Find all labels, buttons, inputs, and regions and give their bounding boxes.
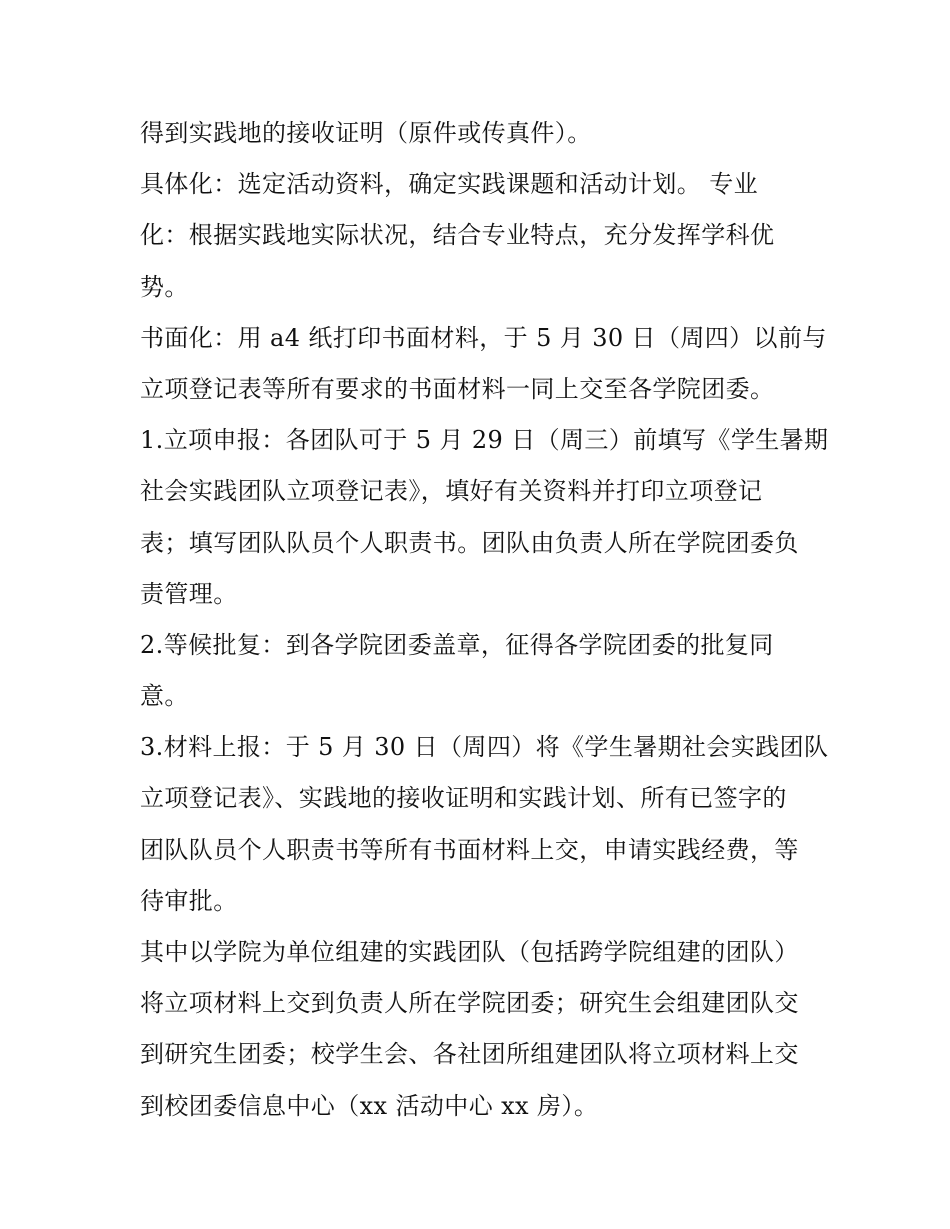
text-line: 3.材料上报：于 5 月 30 日（周四）将《学生暑期社会实践团队	[140, 733, 829, 762]
text-line: 表；填写团队队员个人职责书。团队由负责人所在学院团委负	[140, 528, 799, 557]
text-line: 化：根据实践地实际状况，结合专业特点，充分发挥学科优	[140, 221, 775, 250]
text-line: 责管理。	[140, 579, 238, 608]
text-line: 到校团委信息中心（xx 活动中心 xx 房）。	[140, 1091, 599, 1120]
text-line: 立项登记表等所有要求的书面材料一同上交至各学院团委。	[140, 374, 775, 403]
text-line: 具体化：选定活动资料，确定实践课题和活动计划。 专业	[140, 170, 759, 199]
text-line: 社会实践团队立项登记表》，填好有关资料并打印立项登记	[140, 477, 763, 506]
text-line: 1.立项申报：各团队可于 5 月 29 日（周三）前填写《学生暑期	[140, 426, 829, 455]
text-line: 将立项材料上交到负责人所在学院团委；研究生会组建团队交	[140, 989, 799, 1018]
text-line: 得到实践地的接收证明（原件或传真件）。	[140, 119, 592, 147]
text-line: 团队队员个人职责书等所有书面材料上交，申请实践经费，等	[140, 835, 799, 864]
text-line: 待审批。	[140, 886, 238, 915]
text-line: 意。	[140, 682, 189, 711]
text-line: 到研究生团委；校学生会、各社团所组建团队将立项材料上交	[140, 1040, 799, 1069]
text-line: 2.等候批复：到各学院团委盖章，征得各学院团委的批复同	[140, 630, 774, 659]
text-line: 其中以学院为单位组建的实践团队（包括跨学院组建的团队）	[140, 938, 799, 966]
text-line: 势。	[140, 272, 189, 301]
text-line: 书面化：用 a4 纸打印书面材料，于 5 月 30 日（周四）以前与	[140, 323, 827, 352]
document-body	[140, 108, 829, 1132]
text-line: 立项登记表》、实践地的接收证明和实践计划、所有已签字的	[140, 784, 787, 813]
